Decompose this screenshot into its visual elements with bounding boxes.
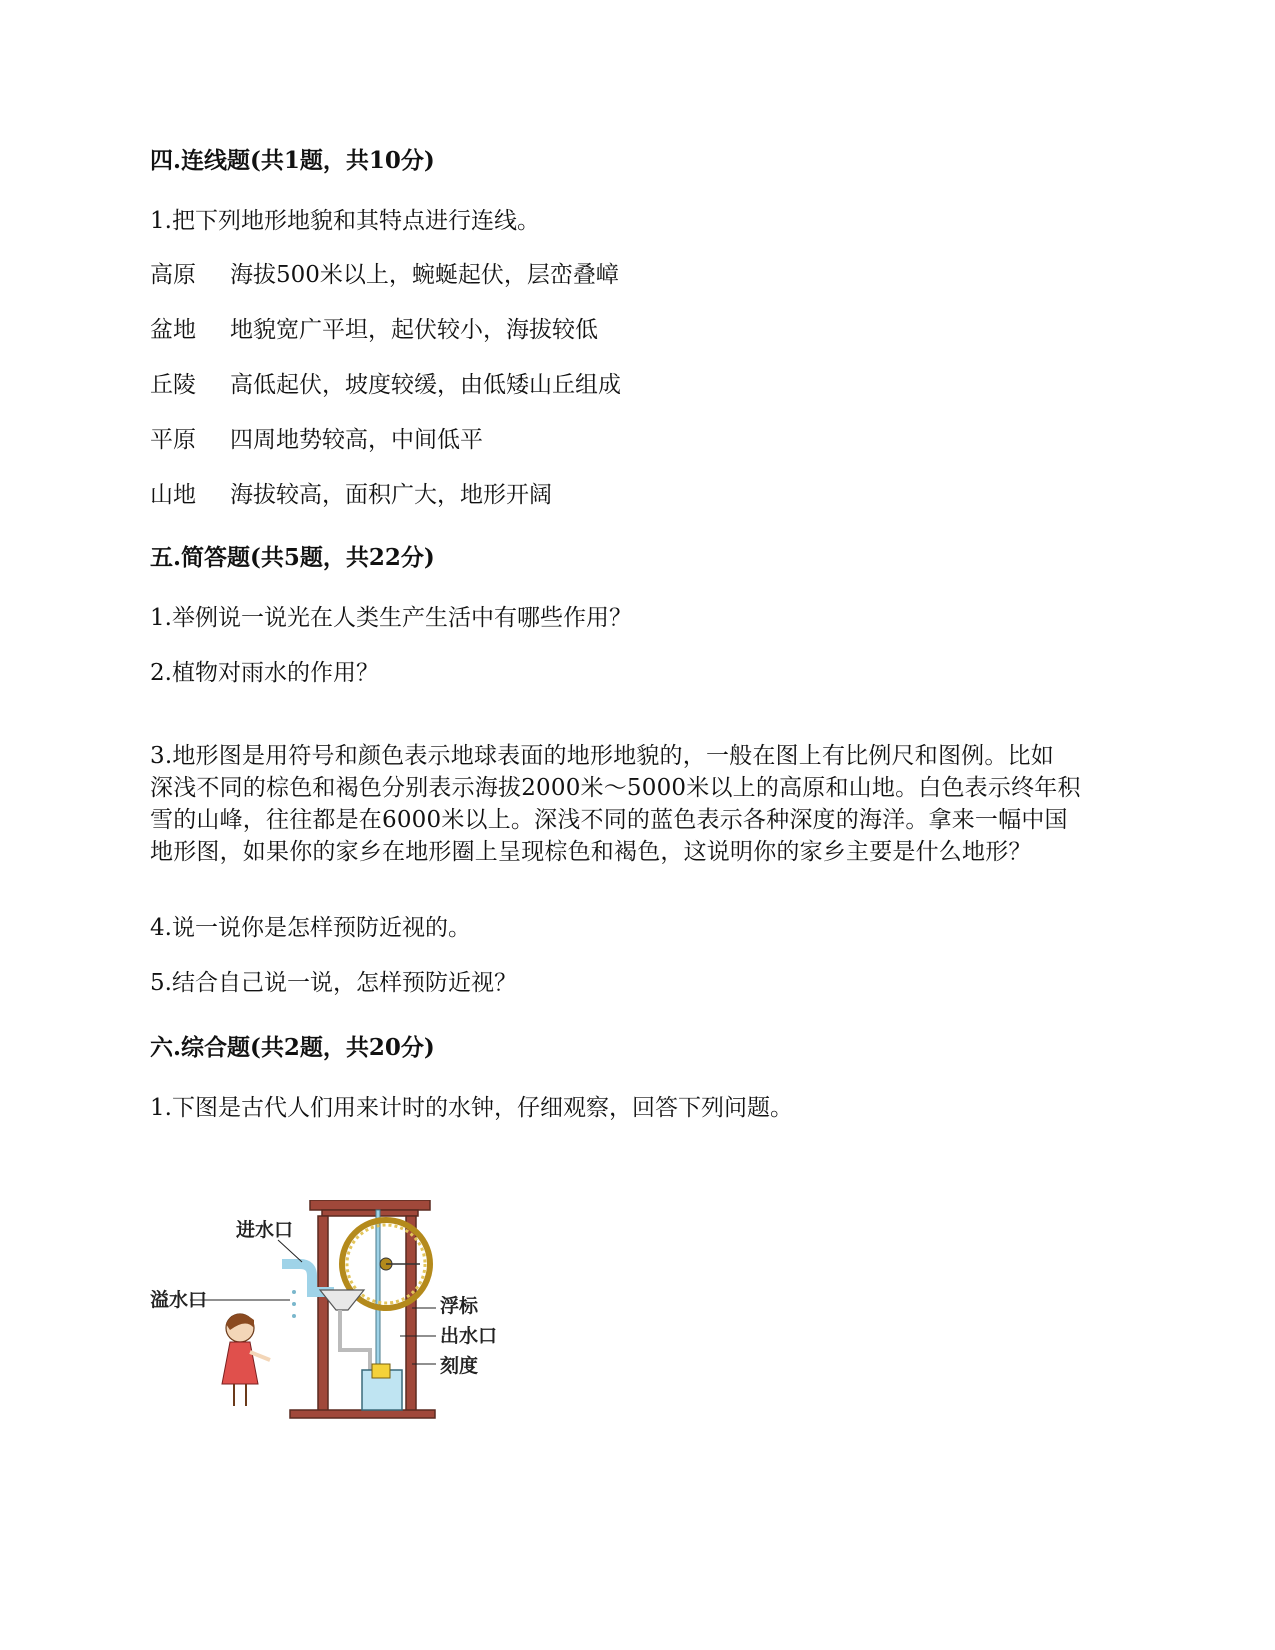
matching-term: 丘陵 [150,372,196,398]
section-5-question-3 [150,740,1130,868]
matching-row [150,480,552,510]
section-5-question-4: 4.说一说你是怎样预防近视的。 [150,915,471,941]
section-5-question-2: 2.植物对雨水的作用？ [150,660,379,686]
float [372,1364,390,1378]
section-5-heading: 五.简答题(共5题，共22分) [150,544,435,571]
matching-row [150,425,483,455]
matching-term: 盆地 [150,317,196,343]
section-6-question-1: 1.下图是古代人们用来计时的水钟，仔细观察，回答下列问题。 [150,1095,793,1121]
label-inlet: 进水口 [236,1219,294,1241]
question-3-line: 地形图，如果你的家乡在地形圈上呈现棕色和褐色，这说明你的家乡主要是什么地形？ [150,839,1032,865]
matching-description: 四周地势较高，中间低平 [230,427,483,453]
matching-term: 平原 [150,427,196,453]
label-scale: 刻度 [440,1355,479,1377]
question-3-line: 3.地形图是用符号和颜色表示地球表面的地形地貌的，一般在图上有比例尺和图例。比如 [150,743,1054,769]
section-6-heading: 六.综合题(共2题，共20分) [150,1034,435,1061]
matching-description: 高低起伏，坡度较缓，由低矮山丘组成 [230,372,621,398]
section-4-heading: 四.连线题(共1题，共10分) [150,147,435,174]
girl-figure [222,1314,270,1406]
water-clock-figure [150,1200,520,1435]
question-3-line: 雪的山峰，往往都是在6000米以上。深浅不同的蓝色表示各种深度的海洋。拿来一幅中国 [150,807,1068,833]
matching-row [150,260,619,290]
matching-description: 地貌宽广平坦，起伏较小，海拔较低 [230,317,598,343]
matching-row [150,370,621,400]
section-5-question-1: 1.举例说一说光在人类生产生活中有哪些作用？ [150,605,632,631]
matching-term: 山地 [150,482,196,508]
label-outlet: 出水口 [440,1325,498,1347]
matching-row [150,315,598,345]
question-3-line: 深浅不同的棕色和褐色分别表示海拔2000米～5000米以上的高原和山地。白色表示终年积 [150,775,1081,801]
label-float: 浮标 [440,1295,479,1317]
label-overflow: 溢水口 [150,1289,208,1311]
matching-description: 海拔较高，面积广大，地形开阔 [230,482,552,508]
water-clock-illustration [150,1200,520,1435]
section-4-question-1: 1.把下列地形地貌和其特点进行连线。 [150,208,540,234]
section-5-question-5: 5.结合自己说一说，怎样预防近视？ [150,970,517,996]
outlet-pipe [340,1310,370,1370]
matching-description: 海拔500米以上，蜿蜒起伏，层峦叠嶂 [230,262,619,288]
matching-term: 高原 [150,262,196,288]
